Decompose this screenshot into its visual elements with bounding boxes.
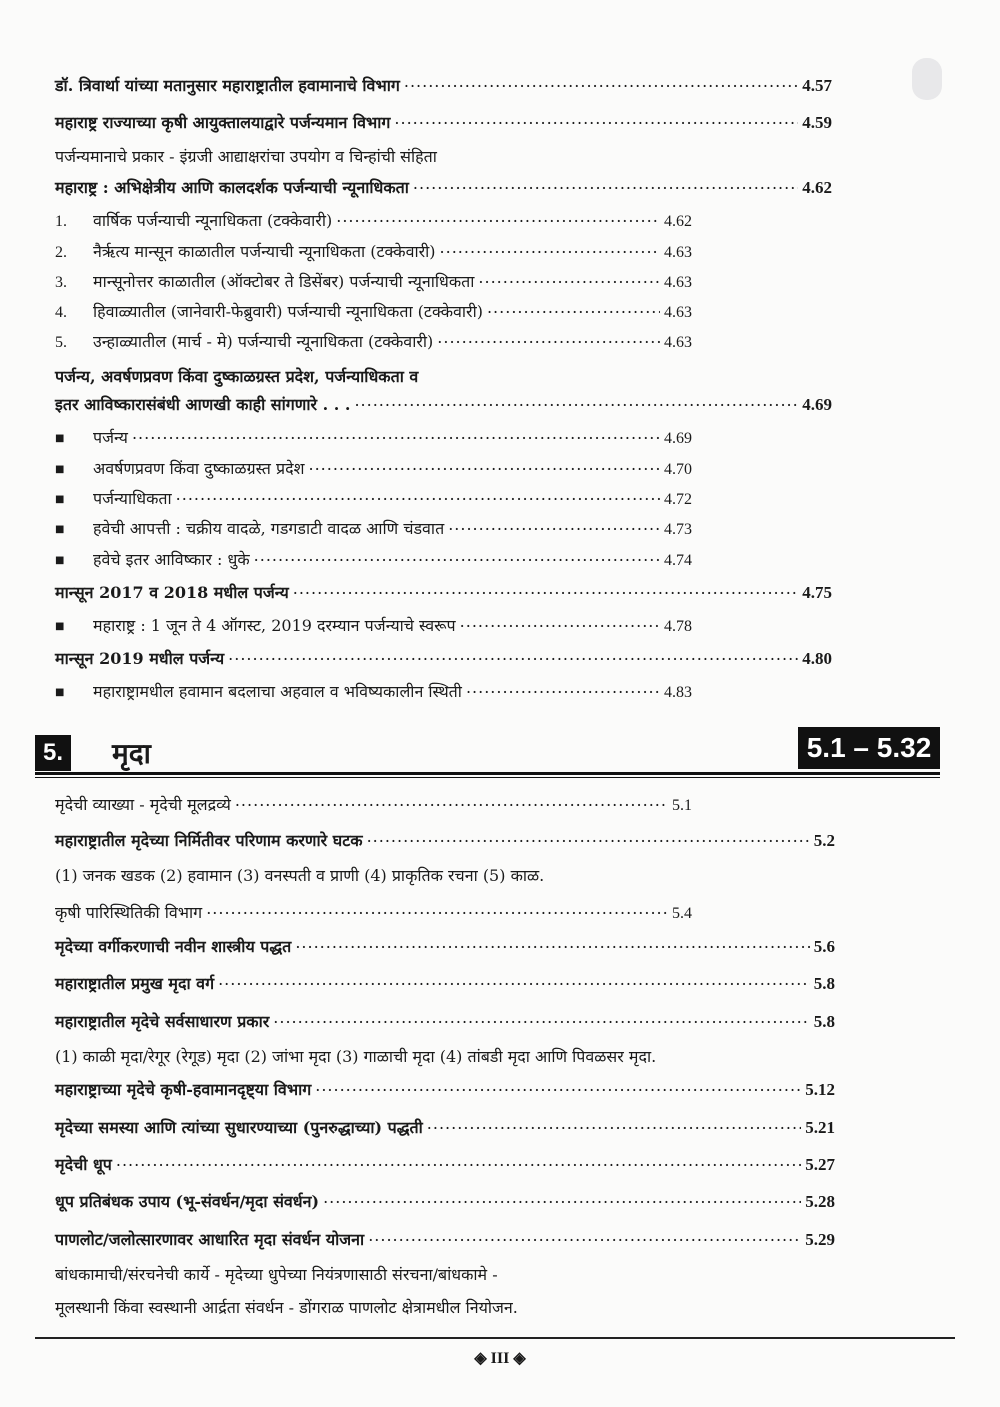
dot-leader (176, 488, 660, 504)
entry-title: मृदेच्या वर्गीकरणाची नवीन शास्त्रीय पद्धत (55, 937, 292, 956)
entry-title: पाणलोट/जलोत्सारणावर आधारित मृदा संवर्धन योजना (55, 1230, 365, 1249)
toc-subentry[interactable] (55, 300, 692, 322)
entry-title: उन्हाळ्यातील (मार्च - मे) पर्जन्याची न्यूनाधिकता (टक्केवारी) (93, 332, 434, 351)
page-number: 4.63 (664, 274, 692, 291)
toc-bullet-entry[interactable] (55, 487, 692, 509)
dot-leader (228, 648, 798, 664)
dot-leader (413, 177, 798, 193)
page-number: 4.72 (664, 491, 692, 508)
item-number: 2. (55, 244, 67, 261)
section-heading: पर्जन्य, अवर्षणप्रवण किंवा दुष्काळग्रस्त प्रदेश, पर्जन्याधिकता व (55, 367, 419, 386)
page-number: 4.69 (664, 430, 692, 447)
toc-entry[interactable] (55, 935, 835, 957)
entry-title: हवेचे इतर आविष्कार : धुके (93, 550, 250, 569)
page-number: 5.2 (813, 831, 835, 850)
toc-bullet-entry[interactable] (55, 548, 692, 570)
page-number: 5.28 (805, 1192, 835, 1211)
entry-note: (1) जनक खडक (2) हवामान (3) वनस्पती व प्राणी (4) प्राकृतिक रचना (5) काळ. (55, 866, 545, 885)
dot-leader (273, 1011, 809, 1027)
toc-bullet-entry[interactable] (55, 457, 692, 479)
entry-note: मूलस्थानी किंवा स्वस्थानी आर्द्रता संवर्धन - डोंगराळ पाणलोट क्षेत्रामधील नियोजन. (55, 1298, 518, 1317)
toc-entry[interactable] (55, 74, 832, 96)
item-number: 1. (55, 213, 67, 230)
entry-title: पर्जन्याधिकता (93, 489, 172, 508)
item-number: 4. (55, 304, 67, 321)
entry-title: मृदेच्या समस्या आणि त्यांच्या सुधारण्याच्या (पुनरुद्धाच्या) पद्धती (55, 1118, 423, 1137)
page-number: 5.6 (813, 937, 835, 956)
page-number: 5.12 (805, 1080, 835, 1099)
entry-title: महाराष्ट्रातील मृदेचे सर्वसाधारण प्रकार (55, 1012, 270, 1031)
entry-title: महाराष्ट्राच्या मृदेचे कृषी-हवामानदृष्ट्या विभाग (55, 1080, 312, 1099)
entry-title: महाराष्ट्र राज्याच्या कृषी आयुक्तालयाद्वारे पर्जन्यमान विभाग (55, 113, 391, 132)
dot-leader (440, 241, 660, 257)
item-number: 5. (55, 334, 67, 351)
entry-note: (1) काळी मृदा/रेगूर (रेगूड) मृदा (2) जांभा मृदा (3) गाळाची मृदा (4) तांबडी मृदा आणि पिवळसर मृदा. (55, 1047, 657, 1066)
dot-leader (116, 1154, 801, 1170)
bullet-icon: ■ (55, 687, 65, 698)
dot-leader (293, 582, 799, 598)
bullet-icon: ■ (55, 621, 65, 632)
page-number: 5.29 (805, 1230, 835, 1249)
bullet-icon: ■ (55, 524, 65, 535)
dot-leader (235, 794, 668, 810)
toc-bullet-entry[interactable] (55, 517, 692, 539)
page-number: 5.8 (813, 974, 835, 993)
dot-leader (354, 394, 798, 410)
dot-leader (132, 427, 660, 443)
entry-title: वार्षिक पर्जन्याची न्यूनाधिकता (टक्केवारी) (93, 211, 333, 230)
dot-leader (460, 615, 660, 631)
dot-leader (466, 681, 660, 697)
item-number: 3. (55, 274, 67, 291)
dot-leader (404, 75, 798, 91)
dot-leader (437, 331, 660, 347)
dot-leader (427, 1117, 801, 1133)
entry-title: मान्सून 2019 मधील पर्जन्य (55, 649, 225, 668)
toc-entry[interactable] (55, 647, 832, 669)
entry-title: पर्जन्य (93, 428, 128, 447)
entry-title: महाराष्ट्र : 1 जून ते 4 ऑगस्ट, 2019 दरम्यान पर्जन्याचे स्वरूप (93, 616, 456, 635)
page-number: 4.78 (664, 618, 692, 635)
toc-bullet-entry[interactable] (55, 680, 692, 702)
page-number: 4.59 (802, 113, 832, 132)
chapter-title[interactable]: मृदा (112, 737, 151, 770)
page-number: 4.69 (802, 395, 832, 414)
toc-entry[interactable] (55, 1078, 835, 1100)
entry-title: अवर्षणप्रवण किंवा दुष्काळग्रस्त प्रदेश (93, 459, 305, 478)
bullet-icon: ■ (55, 555, 65, 566)
bullet-icon: ■ (55, 433, 65, 444)
toc-entry[interactable] (55, 793, 692, 815)
footer-divider (35, 1337, 955, 1339)
toc-entry[interactable] (55, 901, 692, 923)
chapter-divider-thin (35, 777, 940, 778)
page-folio: ◈ III ◈ (474, 1350, 526, 1367)
entry-title: महाराष्ट्र : अभिक्षेत्रीय आणि कालदर्शक पर्जन्याची न्यूनाधिकता (55, 178, 409, 197)
chapter-divider (35, 772, 940, 775)
bullet-icon: ■ (55, 464, 65, 475)
dot-leader (254, 549, 660, 565)
toc-entry[interactable] (55, 111, 832, 133)
page-number: 4.74 (664, 552, 692, 569)
dot-leader (336, 210, 660, 226)
toc-entry[interactable] (55, 393, 832, 415)
bullet-icon: ■ (55, 494, 65, 505)
dot-leader (218, 973, 810, 989)
entry-note: पर्जन्यमानाचे प्रकार - इंग्रजी आद्याक्षरांचा उपयोग व चिन्हांची संहिता (55, 147, 437, 166)
dot-leader (315, 1079, 801, 1095)
entry-note: बांधकामाची/संरचनेची कार्ये - मृदेच्या धुपेच्या नियंत्रणासाठी संरचना/बांधकामे - (55, 1265, 498, 1284)
dot-leader (295, 936, 809, 952)
page-number: 4.70 (664, 461, 692, 478)
dot-leader (487, 301, 660, 317)
page-number: 4.73 (664, 521, 692, 538)
page-number: 4.63 (664, 244, 692, 261)
page-number: 4.80 (802, 649, 832, 668)
toc-entry[interactable] (55, 1010, 835, 1032)
toc-entry[interactable] (55, 829, 835, 851)
page-number: 4.63 (664, 334, 692, 351)
toc-entry[interactable] (55, 1153, 835, 1175)
entry-title: मृदेची व्याख्या - मृदेची मूलद्रव्ये (55, 795, 231, 814)
dot-leader (368, 1229, 801, 1245)
dot-leader (478, 271, 660, 287)
chapter-page-range: 5.1 – 5.32 (798, 727, 940, 769)
page-number: 5.4 (672, 905, 692, 922)
page-number: 4.83 (664, 684, 692, 701)
toc-entry[interactable] (55, 1116, 835, 1138)
entry-title: मान्सूनोत्तर काळातील (ऑक्टोबर ते डिसेंबर) पर्जन्याची न्यूनाधिकता (93, 272, 475, 291)
toc-subentry[interactable] (55, 209, 692, 231)
dot-leader (394, 112, 798, 128)
entry-title: इतर आविष्कारासंबंधी आणखी काही सांगणारे . . . (55, 395, 351, 414)
entry-title: हवेची आपत्ती : चक्रीय वादळे, गडगडाटी वादळ आणि चंडवात (93, 519, 445, 538)
page-number: 4.75 (802, 583, 832, 602)
entry-title: हिवाळ्यातील (जानेवारी-फेब्रुवारी) पर्जन्याची न्यूनाधिकता (टक्केवारी) (93, 302, 483, 321)
entry-title: नैर्ऋत्य मान्सून काळातील पर्जन्याची न्यूनाधिकता (टक्केवारी) (93, 242, 436, 261)
dot-leader (323, 1191, 801, 1207)
chapter-number-badge: 5. (35, 735, 71, 771)
toc-subentry[interactable] (55, 270, 692, 292)
page-number: 5.21 (805, 1118, 835, 1137)
entry-title: डॉ. त्रिवार्था यांच्या मतानुसार महाराष्ट्रातील हवामानाचे विभाग (55, 76, 400, 95)
toc-entry[interactable] (55, 972, 835, 994)
dot-leader (367, 830, 810, 846)
dot-leader (206, 902, 668, 918)
page-number: 5.27 (805, 1155, 835, 1174)
toc-bullet-entry[interactable] (55, 426, 692, 448)
entry-title: मृदेची धूप (55, 1155, 112, 1174)
entry-title: महाराष्ट्रामधील हवामान बदलाचा अहवाल व भविष्यकालीन स्थिती (93, 682, 462, 701)
dot-leader (448, 518, 660, 534)
toc-subentry[interactable] (55, 240, 692, 262)
toc-entry[interactable] (55, 1228, 835, 1250)
entry-title: महाराष्ट्रातील मृदेच्या निर्मितीवर परिणाम करणारे घटक (55, 831, 363, 850)
toc-subentry[interactable] (55, 330, 692, 352)
page-number: 4.57 (802, 76, 832, 95)
page-number: 4.62 (802, 178, 832, 197)
toc-entry[interactable] (55, 1190, 835, 1212)
entry-title: महाराष्ट्रातील प्रमुख मृदा वर्ग (55, 974, 215, 993)
page-number: 5.8 (813, 1012, 835, 1031)
page-number: 4.62 (664, 213, 692, 230)
entry-title: कृषी पारिस्थितिकी विभाग (55, 903, 203, 922)
toc-entry[interactable] (55, 581, 832, 603)
dot-leader (309, 458, 661, 474)
entry-title: धूप प्रतिबंधक उपाय (भू-संवर्धन/मृदा संवर्धन) (55, 1192, 320, 1211)
entry-title: मान्सून 2017 व 2018 मधील पर्जन्य (55, 583, 289, 602)
toc-entry[interactable] (55, 176, 832, 198)
page-number: 5.1 (672, 797, 692, 814)
page-corner-mark (912, 58, 942, 100)
page-number: 4.63 (664, 304, 692, 321)
toc-bullet-entry[interactable] (55, 614, 692, 636)
